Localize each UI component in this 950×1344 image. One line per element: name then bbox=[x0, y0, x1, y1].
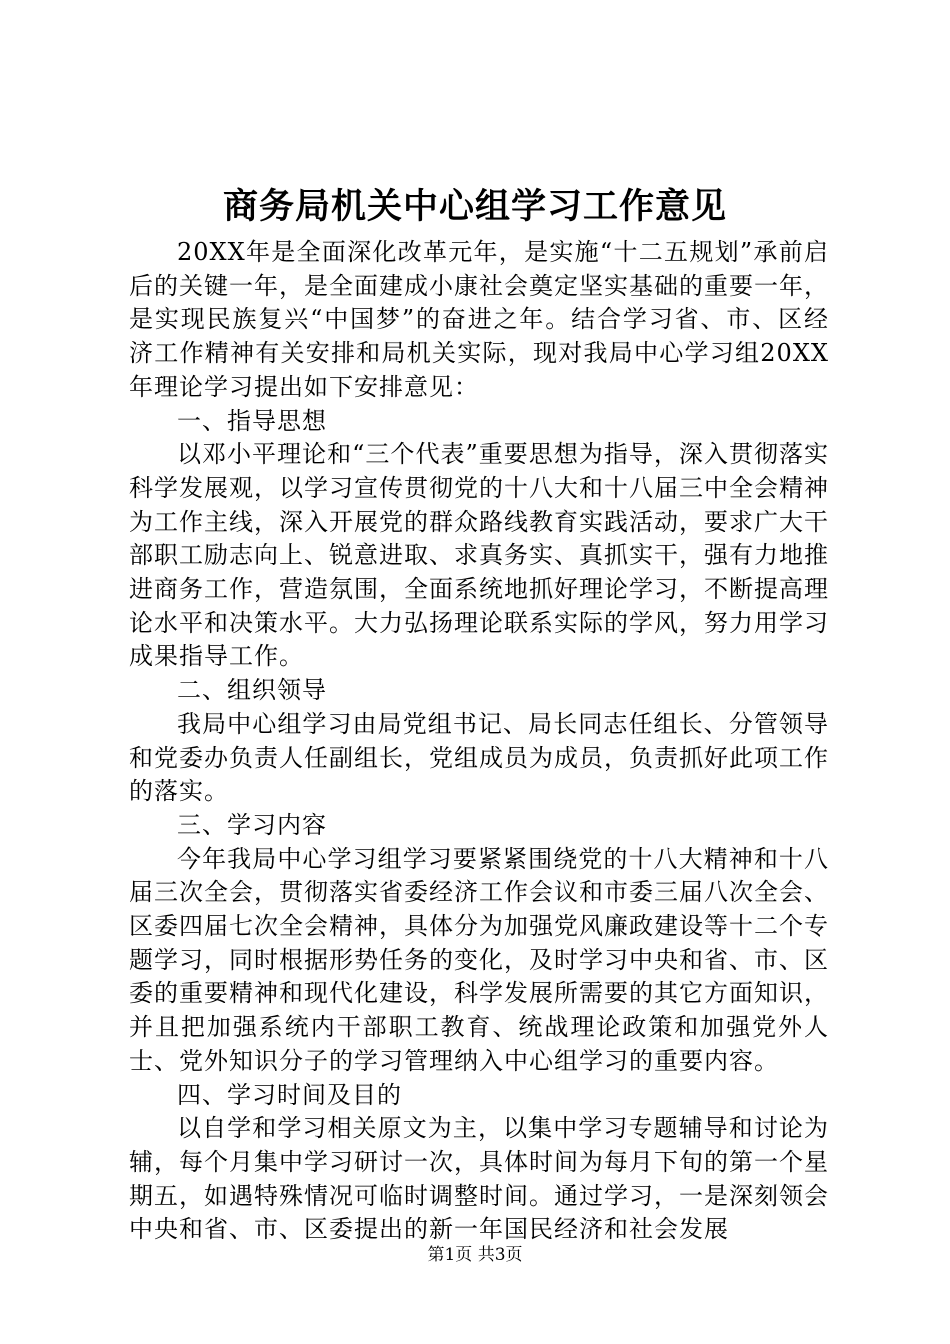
document-body bbox=[129, 236, 829, 1247]
section-heading-organization: 二、组织领导 bbox=[177, 676, 327, 705]
section-heading-guiding-ideology: 一、指导思想 bbox=[177, 406, 327, 435]
section-heading-study-content: 三、学习内容 bbox=[177, 810, 327, 839]
page-footer: 第1页 共3页 bbox=[427, 1245, 523, 1265]
document-title: 商务局机关中心组学习工作意见 bbox=[222, 186, 727, 227]
intro-paragraph: 20XX年是全面深化改革元年，是实施“十二五规划”承前启后的关键一年，是全面建成小康社会奠定坚实基础的重要一年，是实现民族复兴“中国梦”的奋进之年。结合学习省、市、区经济工作精神有关安排和局机关实际，现对我局中心学习组20XX年理论学习提出如下安排意见： bbox=[129, 238, 829, 401]
organization-paragraph: 我局中心组学习由局党组书记、局长同志任组长、分管领导和党委办负责人任副组长，党组成员为成员，负责抓好此项工作的落实。 bbox=[129, 709, 829, 806]
study-time-paragraph: 以自学和学习相关原文为主，以集中学习专题辅导和讨论为辅，每个月集中学习研讨一次，具体时间为每月下旬的第一个星期五，如遇特殊情况可临时调整时间。通过学习，一是深刻领会中央和省、市、区委提出的新一年国民经济和社会发展 bbox=[129, 1114, 829, 1244]
guiding-ideology-paragraph: 以邓小平理论和“三个代表”重要思想为指导，深入贯彻落实科学发展观，以学习宣传贯彻党的十八大和十八届三中全会精神为工作主线，深入开展党的群众路线教育实践活动，要求广大干部职工励志向上、锐意进取、求真务实、真抓实干，强有力地推进商务工作，营造氛围，全面系统地抓好理论学习，不断提高理论水平和决策水平。大力弘扬理论联系实际的学风，努力用学习成果指导工作。 bbox=[129, 440, 829, 671]
section-heading-study-time: 四、学习时间及目的 bbox=[177, 1080, 402, 1109]
study-content-paragraph: 今年我局中心学习组学习要紧紧围绕党的十八大精神和十八届三次全会，贯彻落实省委经济工作会议和市委三届八次全会、区委四届七次全会精神，具体分为加强党风廉政建设等十二个专题学习，同时根据形势任务的变化，及时学习中央和省、市、区委的重要精神和现代化建设，科学发展所需要的其它方面知识，并且把加强系统内干部职工教育、统战理论政策和加强党外人士、党外知识分子的学习管理纳入中心组学习的重要内容。 bbox=[129, 844, 829, 1075]
